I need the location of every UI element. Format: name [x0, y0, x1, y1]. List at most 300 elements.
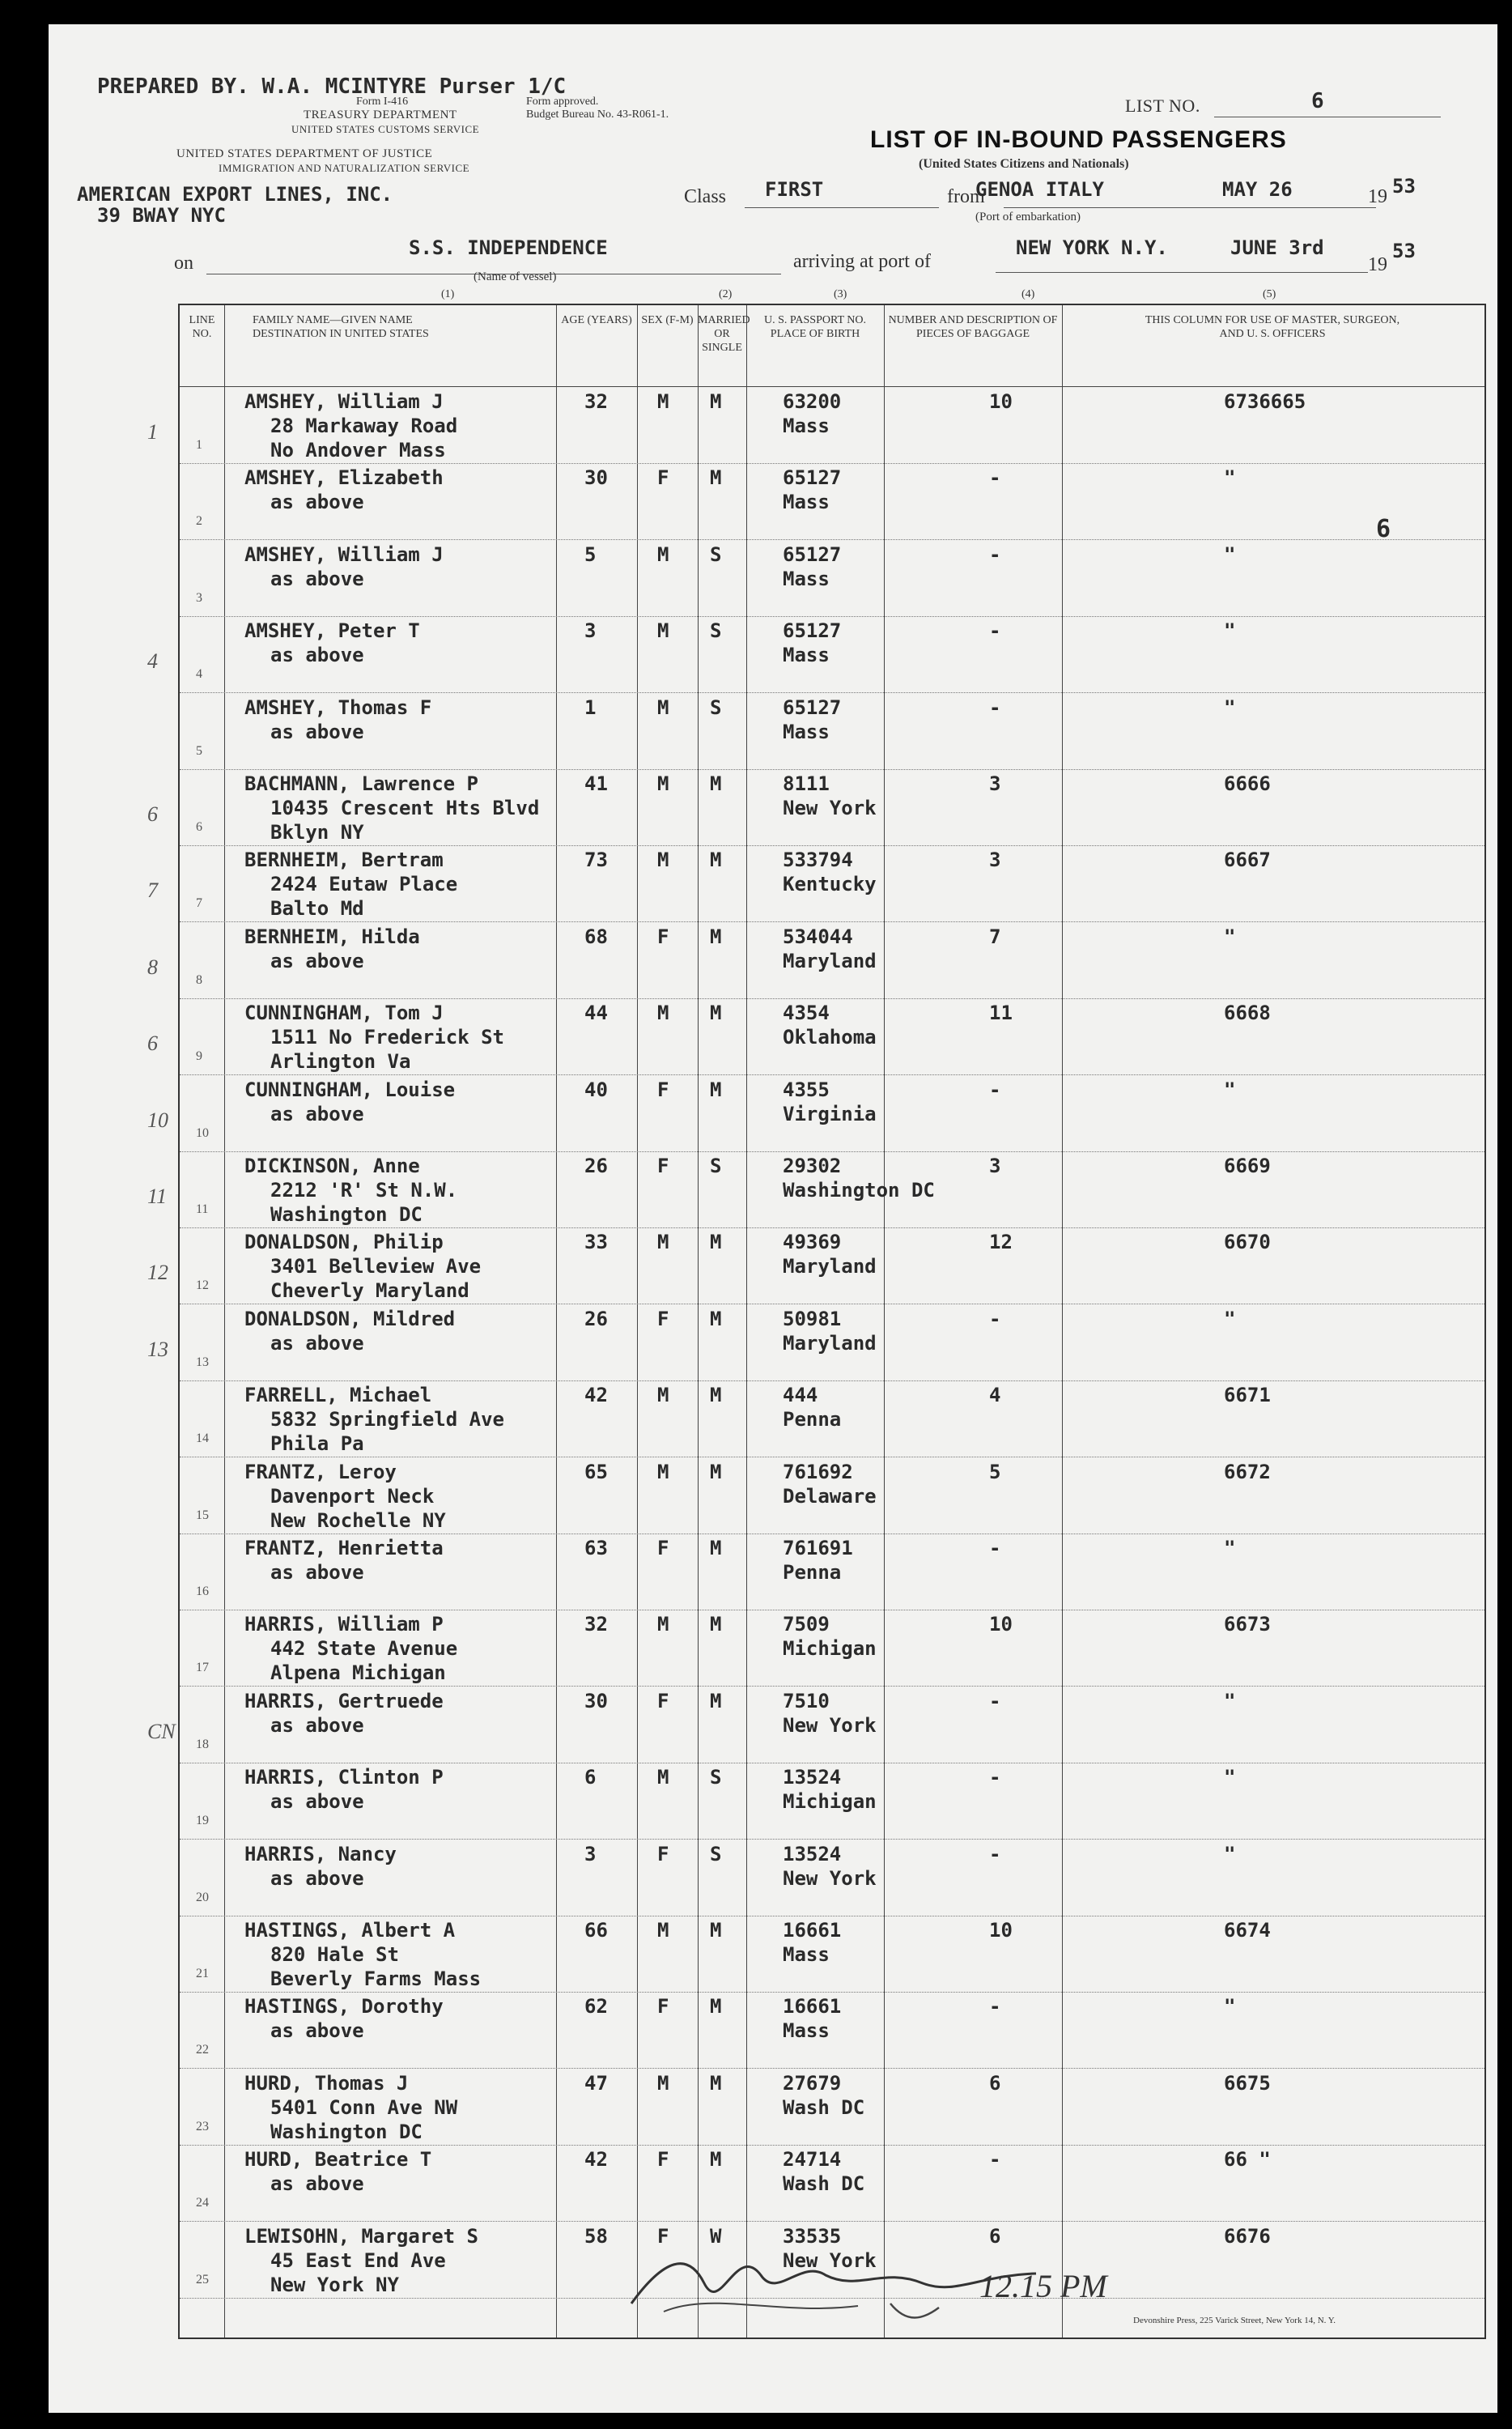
cell-ms: M: [710, 1460, 722, 1483]
cell-age: 1: [584, 696, 597, 719]
cell-bag: 6: [989, 2224, 1001, 2248]
line-number: 8: [196, 972, 202, 987]
cell-name: BERNHEIM, Hilda: [244, 925, 420, 948]
cell-sex: M: [657, 1919, 669, 1942]
cell-ms: S: [710, 1766, 722, 1789]
cell-age: 42: [584, 1384, 608, 1407]
cell-birth: Mass: [783, 720, 830, 743]
cell-addr1: as above: [270, 567, 364, 590]
cell-pp: 534044: [783, 925, 853, 948]
cell-sex: F: [657, 466, 669, 490]
cell-birth: New York: [783, 797, 877, 819]
cell-bag: -: [989, 466, 1001, 490]
table-row: [180, 1840, 1484, 1916]
cell-bag: -: [989, 1766, 1001, 1789]
table-row: [147, 846, 1484, 922]
cell-addr1: 1511 No Frederick St: [270, 1026, 504, 1049]
departure-year: 53: [1392, 175, 1416, 198]
arrival-year: 53: [1392, 240, 1416, 262]
line-number: 17: [196, 1661, 209, 1675]
line-number: 5: [196, 743, 202, 758]
cell-ms: M: [710, 1002, 722, 1025]
line-number: 14: [196, 1431, 209, 1446]
cell-age: 40: [584, 1078, 608, 1101]
cell-birth: Washington DC: [783, 1179, 935, 1202]
cell-addr2: Washington DC: [270, 1203, 423, 1226]
cell-bag: 12: [989, 1231, 1013, 1254]
cell-birth: Penna: [783, 1561, 842, 1584]
cell-ms: M: [710, 2148, 722, 2172]
cell-ms: M: [710, 1919, 722, 1942]
cell-sex: F: [657, 925, 669, 948]
cell-addr2: Balto Md: [270, 897, 364, 921]
cell-ms: S: [710, 696, 722, 719]
form-title: LIST OF IN-BOUND PASSENGERS: [870, 126, 1287, 153]
line-number: 2: [196, 514, 202, 529]
cell-off: 6671: [1224, 1384, 1271, 1407]
cell-addr1: as above: [270, 1866, 364, 1890]
line-number: 9: [196, 1049, 202, 1064]
cell-birth: New York: [783, 1866, 877, 1890]
arrival-port: NEW YORK N.Y.: [1016, 236, 1168, 259]
cell-off: ": [1224, 1766, 1236, 1789]
line-number: 24: [196, 2196, 209, 2210]
cell-addr2: Washington DC: [270, 2120, 423, 2143]
col-num-5: (5): [1263, 288, 1276, 300]
cell-name: DONALDSON, Mildred: [244, 1307, 456, 1330]
pencil-check-mark: 1: [147, 420, 158, 444]
table-row: [180, 1458, 1484, 1534]
table-row: [180, 2070, 1484, 2146]
cell-name: FRANTZ, Leroy: [244, 1460, 397, 1483]
line-number: 11: [196, 1202, 209, 1216]
cell-addr2: New Rochelle NY: [270, 1508, 446, 1532]
cell-sex: M: [657, 542, 669, 566]
cell-age: 5: [584, 542, 597, 566]
cell-sex: F: [657, 1155, 669, 1177]
cell-name: HASTINGS, Albert A: [244, 1919, 456, 1942]
pencil-check-mark: 6: [147, 802, 158, 826]
cell-ms: W: [710, 2224, 722, 2248]
signature-time: 12.15 PM: [979, 2268, 1107, 2304]
cell-addr1: 45 East End Ave: [270, 2248, 446, 2272]
cell-off: ": [1224, 1842, 1236, 1865]
cell-addr1: as above: [270, 1561, 364, 1584]
cell-age: 44: [584, 1002, 608, 1025]
cell-ms: M: [710, 466, 722, 490]
cell-age: 42: [584, 2148, 608, 2172]
cell-pp: 444: [783, 1384, 818, 1407]
cell-ms: S: [710, 1842, 722, 1865]
cell-pp: 16661: [783, 1995, 842, 2018]
class-underline: [745, 207, 939, 208]
cell-off: ": [1224, 1307, 1236, 1330]
cell-name: AMSHEY, William J: [244, 390, 444, 413]
customs-service: UNITED STATES CUSTOMS SERVICE: [291, 123, 480, 135]
cell-sex: F: [657, 1995, 669, 2018]
cell-off: 6674: [1224, 1919, 1271, 1942]
cell-pp: 533794: [783, 849, 853, 872]
table-row: [147, 1228, 1484, 1304]
cell-age: 26: [584, 1307, 608, 1330]
line-number: 18: [196, 1737, 209, 1751]
cell-birth: Michigan: [783, 1790, 877, 1814]
cell-sex: M: [657, 849, 669, 872]
cell-addr1: 28 Markaway Road: [270, 415, 458, 437]
cell-birth: Mass: [783, 644, 830, 667]
cell-pp: 8111: [783, 772, 830, 795]
cell-name: BERNHEIM, Bertram: [244, 849, 444, 872]
cell-addr1: as above: [270, 949, 364, 972]
cell-sex: F: [657, 1842, 669, 1865]
pencil-check-mark: 4: [147, 649, 158, 674]
cell-birth: Maryland: [783, 1331, 877, 1355]
cell-age: 32: [584, 1613, 608, 1636]
pencil-check-mark: CN: [147, 1719, 176, 1743]
line-number: 25: [196, 2272, 209, 2286]
printer-imprint: Devonshire Press, 225 Varick Street, New York 14, N. Y.: [1133, 2316, 1336, 2325]
treasury-department: TREASURY DEPARTMENT: [304, 108, 457, 121]
table-row: [180, 1610, 1484, 1687]
cell-sex: M: [657, 1766, 669, 1789]
cell-bag: 10: [989, 390, 1013, 413]
table-row: [147, 617, 1484, 693]
cell-off: 66 ": [1224, 2148, 1271, 2172]
cell-bag: -: [989, 1995, 1001, 2018]
table-row: [180, 2146, 1484, 2222]
cell-addr1: as above: [270, 491, 364, 514]
cell-ms: M: [710, 1384, 722, 1407]
table-row: [180, 694, 1484, 770]
departure-date: MAY 26: [1222, 178, 1293, 201]
table-row: [147, 1152, 1484, 1228]
cell-pp: 65127: [783, 542, 842, 566]
prepared-by: PREPARED BY. W.A. MCINTYRE Purser 1/C: [97, 74, 567, 99]
page-mark: 6: [1376, 515, 1391, 543]
table-row: [180, 1916, 1484, 1993]
cell-bag: 3: [989, 849, 1001, 872]
cell-off: 6669: [1224, 1155, 1271, 1177]
header-passport: U. S. PASSPORT NO. PLACE OF BIRTH: [764, 314, 866, 340]
cell-off: 6666: [1224, 772, 1271, 795]
cell-birth: Mass: [783, 1943, 830, 1966]
class-label: Class: [684, 186, 727, 207]
arriving-label: arriving at port of: [793, 251, 931, 272]
cell-name: DONALDSON, Philip: [244, 1231, 444, 1254]
cell-bag: 3: [989, 772, 1001, 795]
cell-pp: 50981: [783, 1307, 842, 1330]
form-subtitle: (United States Citizens and Nationals): [919, 157, 1129, 171]
table-row: [180, 1534, 1484, 1610]
cell-sex: M: [657, 390, 669, 413]
pencil-check-mark: 13: [147, 1337, 168, 1361]
cell-age: 26: [584, 1155, 608, 1177]
header-officers: THIS COLUMN FOR USE OF MASTER, SURGEON, AND U. S. OFFICERS: [1145, 314, 1400, 340]
form-number: Form I-416: [356, 96, 409, 108]
cell-ms: M: [710, 390, 722, 413]
cell-off: 6736665: [1224, 390, 1306, 413]
cell-off: 6670: [1224, 1231, 1271, 1254]
line-number: 19: [196, 1814, 209, 1828]
cell-off: ": [1224, 696, 1236, 719]
shipping-company: AMERICAN EXPORT LINES, INC.: [77, 183, 393, 206]
pencil-check-mark: 8: [147, 955, 158, 979]
cell-pp: 65127: [783, 619, 842, 643]
passenger-manifest-page: [49, 24, 1497, 2413]
cell-sex: M: [657, 1231, 669, 1254]
cell-addr1: as above: [270, 2172, 364, 2196]
cell-off: ": [1224, 1995, 1236, 2018]
line-number: 1: [196, 438, 202, 452]
cell-pp: 33535: [783, 2224, 842, 2248]
cell-ms: M: [710, 1537, 722, 1559]
cell-sex: F: [657, 1307, 669, 1330]
arrival-underline: [996, 272, 1368, 273]
col-num-1: (1): [441, 288, 455, 300]
cell-off: ": [1224, 619, 1236, 643]
port-embark-label: (Port of embarkation): [975, 211, 1081, 223]
table-row: [180, 541, 1484, 617]
cell-addr1: as above: [270, 2019, 364, 2043]
header-married: MARRIED OR SINGLE: [698, 314, 750, 354]
pencil-check-mark: 10: [147, 1108, 168, 1132]
line-number: 23: [196, 2119, 209, 2133]
cell-name: HARRIS, Clinton P: [244, 1766, 444, 1789]
cell-ms: S: [710, 619, 722, 643]
cell-pp: 65127: [783, 466, 842, 490]
cell-addr1: 2424 Eutaw Place: [270, 873, 458, 896]
cell-off: 6673: [1224, 1613, 1271, 1636]
cell-addr1: 3401 Belleview Ave: [270, 1255, 482, 1278]
cell-sex: F: [657, 2224, 669, 2248]
line-number: 7: [196, 896, 202, 911]
cell-name: CUNNINGHAM, Tom J: [244, 1002, 444, 1025]
cell-age: 30: [584, 1689, 608, 1712]
cell-age: 63: [584, 1537, 608, 1559]
department-of-justice: UNITED STATES DEPARTMENT OF JUSTICE: [176, 147, 433, 160]
line-number: 20: [196, 1890, 209, 1904]
from-underline: [1004, 207, 1376, 208]
cell-birth: Wash DC: [783, 2095, 865, 2119]
from-label: from: [947, 186, 985, 207]
cell-birth: Mass: [783, 2019, 830, 2043]
line-number: 22: [196, 2043, 209, 2057]
cell-off: 6675: [1224, 2071, 1271, 2095]
cell-addr1: 5832 Springfield Ave: [270, 1408, 504, 1431]
table-row: [147, 388, 1484, 464]
line-number: 10: [196, 1125, 209, 1140]
cell-ms: S: [710, 1155, 722, 1177]
cell-birth: New York: [783, 1713, 877, 1737]
budget-bureau: Budget Bureau No. 43-R061-1.: [526, 108, 669, 121]
cell-name: AMSHEY, Thomas F: [244, 696, 432, 719]
passenger-table: [147, 304, 1486, 2339]
cell-bag: 4: [989, 1384, 1001, 1407]
cell-name: AMSHEY, Peter T: [244, 619, 420, 643]
line-number: 21: [196, 1967, 209, 1980]
cell-birth: Penna: [783, 1408, 842, 1431]
cell-name: HURD, Thomas J: [244, 2071, 409, 2095]
year-prefix: 19: [1368, 186, 1387, 207]
cell-off: ": [1224, 1078, 1236, 1101]
cell-birth: Wash DC: [783, 2172, 865, 2196]
cell-sex: M: [657, 772, 669, 795]
cell-addr1: as above: [270, 1713, 364, 1737]
cell-addr2: Cheverly Maryland: [270, 1279, 469, 1303]
cell-name: HASTINGS, Dorothy: [244, 1995, 444, 2018]
cell-ms: M: [710, 1078, 722, 1101]
header-baggage: NUMBER AND DESCRIPTION OF PIECES OF BAGGAGE: [888, 314, 1058, 340]
cell-age: 73: [584, 849, 608, 872]
cell-addr1: as above: [270, 1102, 364, 1125]
cell-addr1: 5401 Conn Ave NW: [270, 2095, 458, 2119]
cell-birth: Mass: [783, 491, 830, 514]
on-label: on: [174, 253, 193, 274]
cell-name: HURD, Beatrice T: [244, 2148, 432, 2172]
pencil-check-mark: 6: [147, 1032, 158, 1056]
cell-birth: New York: [783, 2248, 877, 2272]
list-no-label: LIST NO.: [1125, 96, 1200, 116]
cell-pp: 4355: [783, 1078, 830, 1101]
cell-age: 58: [584, 2224, 608, 2248]
cell-off: 6667: [1224, 849, 1271, 872]
cell-birth: Maryland: [783, 949, 877, 972]
cell-birth: Michigan: [783, 1637, 877, 1661]
cell-birth: Virginia: [783, 1102, 877, 1125]
cell-name: LEWISOHN, Margaret S: [244, 2224, 478, 2248]
cell-birth: Mass: [783, 567, 830, 590]
col-num-3: (3): [834, 288, 847, 300]
cell-birth: Mass: [783, 415, 830, 437]
cell-age: 32: [584, 390, 608, 413]
cell-addr2: Phila Pa: [270, 1432, 364, 1456]
cell-bag: -: [989, 1537, 1001, 1559]
cell-sex: F: [657, 1537, 669, 1559]
cell-pp: 13524: [783, 1766, 842, 1789]
line-number: 6: [196, 820, 202, 834]
cell-name: HARRIS, Nancy: [244, 1842, 397, 1865]
cell-addr1: as above: [270, 644, 364, 667]
table-row: [180, 1763, 1484, 1840]
cell-pp: 24714: [783, 2148, 842, 2172]
cell-addr1: as above: [270, 720, 364, 743]
cell-addr1: Davenport Neck: [270, 1484, 435, 1508]
cell-age: 33: [584, 1231, 608, 1254]
cell-addr2: No Andover Mass: [270, 439, 446, 462]
cell-sex: M: [657, 619, 669, 643]
table-row: [147, 923, 1484, 999]
cell-addr2: New York NY: [270, 2273, 399, 2296]
immigration-service: IMMIGRATION AND NATURALIZATION SERVICE: [219, 162, 470, 174]
cell-sex: M: [657, 1613, 669, 1636]
header-line-no: LINE NO.: [189, 314, 215, 340]
cell-bag: 3: [989, 1155, 1001, 1177]
cell-age: 47: [584, 2071, 608, 2095]
cell-age: 41: [584, 772, 608, 795]
cell-sex: M: [657, 2071, 669, 2095]
cell-off: ": [1224, 466, 1236, 490]
company-address: 39 BWAY NYC: [97, 204, 226, 227]
cell-name: AMSHEY, Elizabeth: [244, 466, 444, 490]
col-num-2: (2): [719, 288, 733, 300]
cell-pp: 27679: [783, 2071, 842, 2095]
header-sex: SEX (F-M): [641, 314, 694, 326]
cell-off: 6676: [1224, 2224, 1271, 2248]
cell-age: 30: [584, 466, 608, 490]
header-age: AGE (YEARS): [561, 314, 632, 326]
arrival-date: JUNE 3rd: [1230, 236, 1324, 259]
cell-bag: 6: [989, 2071, 1001, 2095]
cell-addr1: 820 Hale St: [270, 1943, 399, 1966]
vessel-label: (Name of vessel): [474, 270, 557, 283]
cell-pp: 13524: [783, 1842, 842, 1865]
cell-pp: 7509: [783, 1613, 830, 1636]
cell-ms: M: [710, 1995, 722, 2018]
cell-ms: M: [710, 1231, 722, 1254]
list-no: 6: [1311, 89, 1324, 113]
table-row: [147, 999, 1484, 1075]
cell-off: 6668: [1224, 1002, 1271, 1025]
year-prefix-2: 19: [1368, 254, 1387, 275]
cell-off: ": [1224, 1537, 1236, 1559]
cell-bag: -: [989, 1078, 1001, 1101]
cell-birth: Delaware: [783, 1484, 877, 1508]
table-row: [180, 1993, 1484, 2069]
vessel-name: S.S. INDEPENDENCE: [409, 236, 608, 259]
cell-bag: -: [989, 1689, 1001, 1712]
cell-ms: S: [710, 542, 722, 566]
cell-age: 65: [584, 1460, 608, 1483]
cell-addr2: Beverly Farms Mass: [270, 1967, 482, 1990]
table-row: [180, 464, 1484, 540]
line-number: 16: [196, 1585, 209, 1598]
cell-birth: Kentucky: [783, 873, 877, 896]
table-row: [147, 1305, 1484, 1381]
cell-pp: 65127: [783, 696, 842, 719]
cell-ms: M: [710, 1307, 722, 1330]
table-row: [147, 1076, 1484, 1152]
cell-pp: 761692: [783, 1460, 853, 1483]
cell-age: 66: [584, 1919, 608, 1942]
cell-ms: M: [710, 849, 722, 872]
cell-ms: M: [710, 1689, 722, 1712]
cell-addr1: 2212 'R' St N.W.: [270, 1179, 458, 1202]
cell-age: 3: [584, 619, 597, 643]
cell-name: CUNNINGHAM, Louise: [244, 1078, 456, 1101]
cell-sex: M: [657, 1384, 669, 1407]
line-number: 13: [196, 1355, 209, 1369]
table-row: [147, 1687, 1484, 1763]
cell-off: ": [1224, 1689, 1236, 1712]
line-number: 4: [196, 667, 202, 682]
cell-bag: 10: [989, 1613, 1013, 1636]
cell-bag: -: [989, 2148, 1001, 2172]
cell-age: 68: [584, 925, 608, 948]
cell-pp: 761691: [783, 1537, 853, 1559]
class-value: FIRST: [765, 178, 824, 201]
form-approved: Form approved.: [526, 96, 599, 108]
cell-sex: F: [657, 1689, 669, 1712]
cell-sex: M: [657, 1460, 669, 1483]
cell-ms: M: [710, 2071, 722, 2095]
cell-name: AMSHEY, William J: [244, 542, 444, 566]
table-row: [147, 770, 1484, 846]
cell-addr1: 10435 Crescent Hts Blvd: [270, 797, 540, 819]
cell-sex: F: [657, 1078, 669, 1101]
cell-bag: -: [989, 696, 1001, 719]
port-of-embarkation: GENOA ITALY: [975, 178, 1104, 201]
cell-bag: -: [989, 619, 1001, 643]
